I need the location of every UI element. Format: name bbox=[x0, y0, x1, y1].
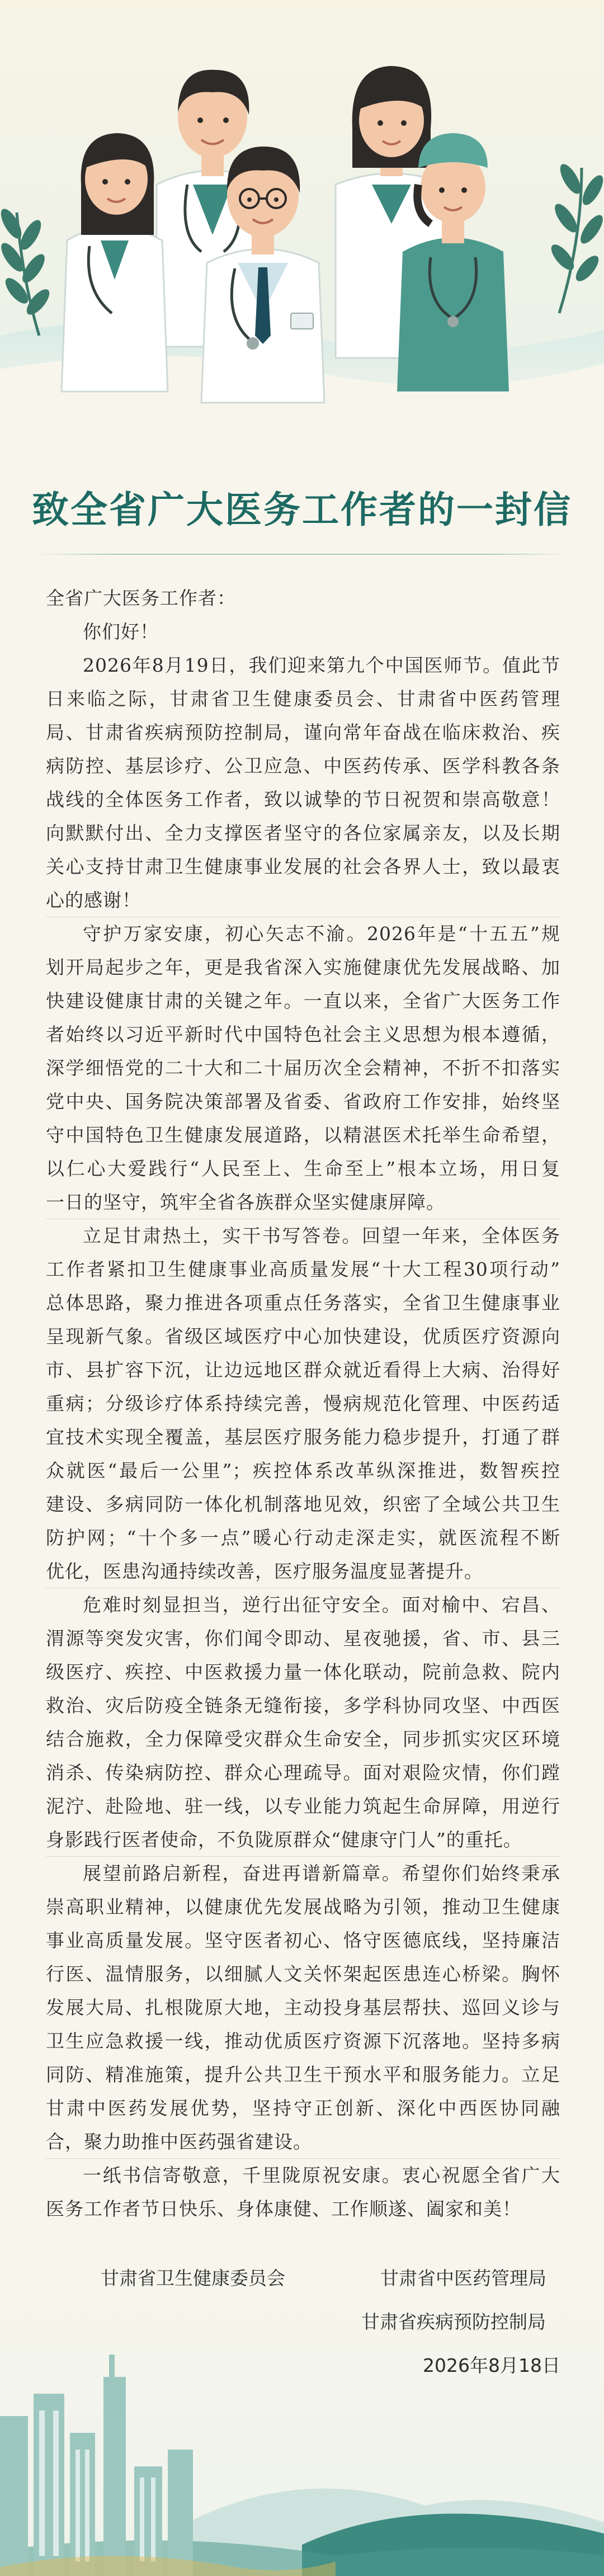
letter-line: 防护网；“十个多一点”暖心行动走深走实，就医流程不断 bbox=[46, 1527, 560, 1549]
letter-line: 日来临之际，甘肃省卫生健康委员会、甘肃省中医药管理 bbox=[46, 688, 560, 710]
letter-line: 一日的坚守，筑牢全省各族群众坚实健康屏障。 bbox=[46, 1191, 445, 1213]
letter-line: 关心支持甘肃卫生健康事业发展的社会各界人士，致以最衷 bbox=[46, 856, 560, 877]
letter-line: 战线的全体医务工作者，致以诚挚的节日祝贺和崇高敬意！ bbox=[46, 789, 560, 810]
letter-line: 众就医“最后一公里”；疾控体系改革纵深推进，数智疾控 bbox=[46, 1460, 560, 1482]
letter-line: 同防、精准施策，提升公共卫生干预水平和服务能力。立足 bbox=[46, 2064, 560, 2086]
letter-line: 划开局起步之年，更是我省深入实施健康优先发展战略、加 bbox=[46, 956, 560, 978]
letter-line: 局、甘肃省疾病预防控制局，谨向常年奋战在临床救治、疾 bbox=[46, 721, 560, 743]
letter-line: 身影践行医者使命，不负陇原群众“健康守门人”的重托。 bbox=[46, 1829, 522, 1851]
letter-line: 展望前路启新程，奋进再谱新篇章。希望你们始终秉承 bbox=[83, 1862, 560, 1884]
letter-line: 建设、多病同防一体化机制落地见效，织密了全域公共卫生 bbox=[46, 1493, 560, 1515]
letter-line: 重病；分级诊疗体系持续完善，慢病规范化管理、中医药适 bbox=[46, 1393, 560, 1414]
letter-date: 2026年8月18日 bbox=[423, 2355, 560, 2376]
greeting: 你们好！ bbox=[83, 621, 159, 643]
title-divider bbox=[34, 554, 570, 555]
letter-line: 党中央、国务院决策部署及省委、省政府工作安排，始终坚 bbox=[46, 1091, 560, 1112]
letter-line: 宜技术实现全覆盖，基层医疗服务能力稳步提升，打通了群 bbox=[46, 1426, 560, 1448]
letter-line: 级医疗、疾控、中医救援力量一体化联动，院前急救、院内 bbox=[46, 1661, 560, 1683]
letter-title: 致全省广大医务工作者的一封信 bbox=[32, 488, 572, 531]
letter-line: 医务工作者节日快乐、身体康健、工作顺遂、阖家和美！ bbox=[46, 2198, 521, 2220]
letter-line: 卫生应急救援一线，推动优质医疗资源下沉落地。坚持多病 bbox=[46, 2030, 560, 2052]
signature-tcm-bureau: 甘肃省中医药管理局 bbox=[380, 2267, 546, 2289]
letter-line: 病防控、基层诊疗、公卫应急、中医药传承、医学科教各条 bbox=[46, 755, 560, 777]
letter-line: 深学细悟党的二十大和二十届历次全会精神，不折不扣落实 bbox=[46, 1057, 560, 1079]
letter-line: 行医、温情服务，以细腻人文关怀架起医患连心桥梁。胸怀 bbox=[46, 1963, 560, 1985]
letter-line: 崇高职业精神，以健康优先发展战略为引领，推动卫生健康 bbox=[46, 1896, 560, 1918]
letter-line: 以仁心大爱践行“人民至上、生命至上”根本立场，用日复 bbox=[46, 1158, 560, 1180]
letter-line: 者始终以习近平新时代中国特色社会主义思想为根本遵循， bbox=[46, 1023, 560, 1045]
letter-line: 泥泞、赴险地、驻一线，以专业能力筑起生命屏障，用逆行 bbox=[46, 1795, 560, 1817]
letter-line: 市、县扩容下沉，让边远地区群众就近看得上大病、治得好 bbox=[46, 1359, 560, 1381]
signature-cdc-bureau: 甘肃省疾病预防控制局 bbox=[361, 2311, 546, 2333]
letter-line: 心的感谢！ bbox=[46, 889, 141, 911]
letter-line: 结合施救，全力保障受灾群众生命安全，同步抓实灾区环境 bbox=[46, 1728, 560, 1750]
letter-line: 快建设健康甘肃的关键之年。一直以来，全省广大医务工作 bbox=[46, 990, 560, 1012]
letter-line: 呈现新气象。省级区域医疗中心加快建设，优质医疗资源向 bbox=[46, 1325, 560, 1347]
salutation: 全省广大医务工作者： bbox=[46, 587, 236, 609]
letter-line: 守护万家安康，初心矢志不渝。2026年是“十五五”规 bbox=[83, 923, 560, 945]
city-skyline-illustration bbox=[0, 2321, 604, 2576]
letter-line: 立足甘肃热土，实干书写答卷。回望一年来，全体医务 bbox=[83, 1225, 560, 1247]
letter-line: 工作者紧扣卫生健康事业高质量发展“十大工程30项行动” bbox=[46, 1258, 560, 1280]
letter-line: 守中国特色卫生健康发展道路，以精湛医术托举生命希望， bbox=[46, 1124, 560, 1146]
letter-line: 发展大局、扎根陇原大地，主动投身基层帮扶、巡回义诊与 bbox=[46, 1997, 560, 2018]
letter-line: 2026年8月19日，我们迎来第九个中国医师节。值此节 bbox=[83, 654, 560, 676]
letter-line: 危难时刻显担当，逆行出征守安全。面对榆中、宕昌、 bbox=[83, 1594, 560, 1616]
letter-line: 合，聚力助推中医药强省建设。 bbox=[46, 2131, 312, 2153]
doctors-illustration bbox=[0, 0, 604, 436]
letter-line: 事业高质量发展。坚守医者初心、恪守医德底线，坚持廉洁 bbox=[46, 1929, 560, 1951]
letter-line: 渭源等突发灾害，你们闻令即动、星夜驰援，省、市、县三 bbox=[46, 1627, 560, 1649]
letter-line: 向默默付出、全力支撑医者坚守的各位家属亲友，以及长期 bbox=[46, 822, 560, 844]
hero-illustration bbox=[0, 0, 604, 436]
letter-line: 总体思路，聚力推进各项重点任务落实，全省卫生健康事业 bbox=[46, 1292, 560, 1314]
letter-line: 一纸书信寄敬意，千里陇原祝安康。衷心祝愿全省广大 bbox=[83, 2164, 560, 2186]
signature-health-commission: 甘肃省卫生健康委员会 bbox=[101, 2267, 285, 2289]
letter-line: 消杀、传染病防控、群众心理疏导。面对艰险灾情，你们蹚 bbox=[46, 1762, 560, 1784]
letter-line: 优化，医患沟通持续改善，医疗服务温度显著提升。 bbox=[46, 1560, 483, 1582]
letter-line: 救治、灾后防疫全链条无缝衔接，多学科协同攻坚、中西医 bbox=[46, 1695, 560, 1716]
footer-cityscape bbox=[0, 2321, 604, 2576]
letter-line: 甘肃中医药发展优势，坚持守正创新、深化中西医协同融 bbox=[46, 2097, 560, 2119]
